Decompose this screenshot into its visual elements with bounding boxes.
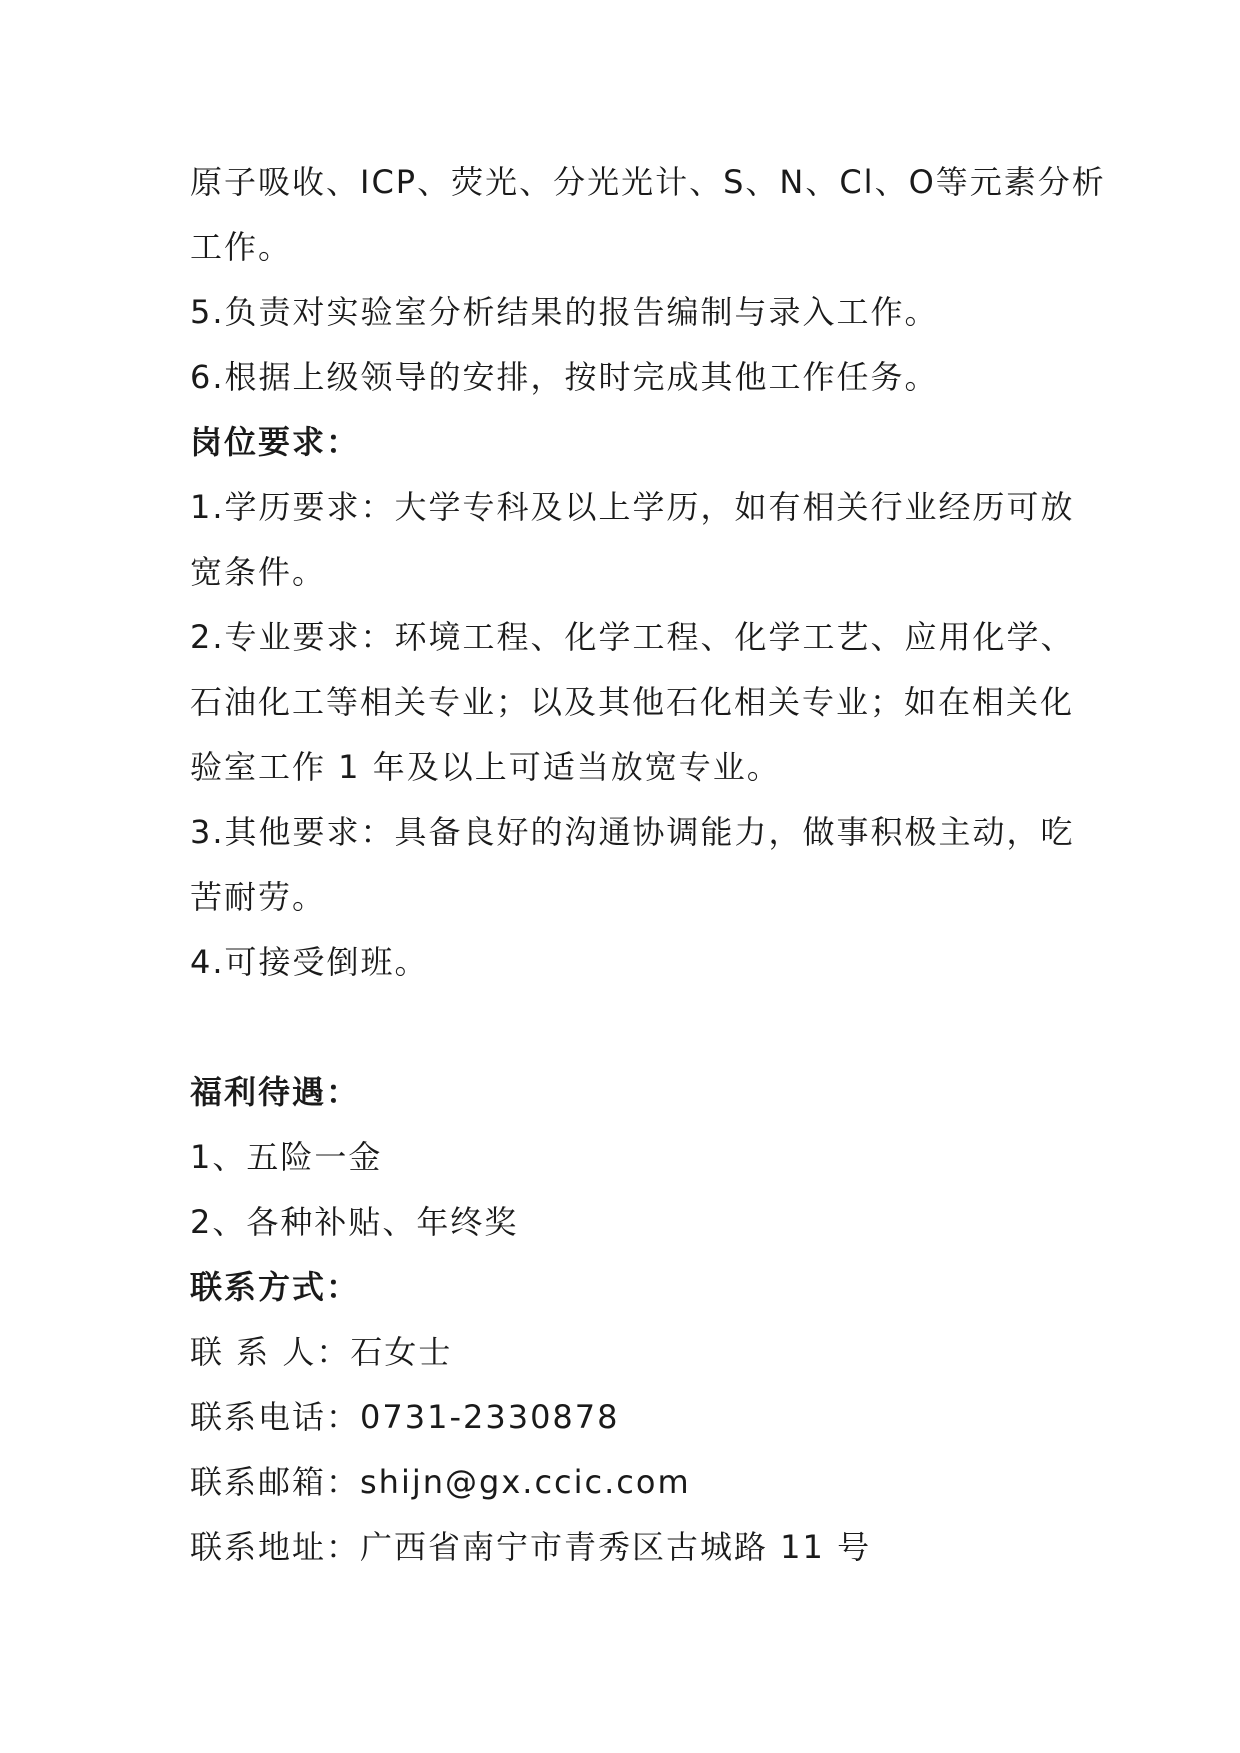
requirement-3-line-2: 苦耐劳。 xyxy=(190,878,327,916)
requirements-heading: 岗位要求： xyxy=(190,423,361,461)
contact-address: 联系地址：广西省南宁市青秀区古城路 11 号 xyxy=(190,1528,872,1566)
contact-heading: 联系方式： xyxy=(190,1268,361,1306)
document-page xyxy=(190,150,1106,1580)
requirement-3-line-1: 3.其他要求：具备良好的沟通协调能力，做事积极主动，吃 xyxy=(190,813,1075,851)
section-spacer xyxy=(190,995,1060,1060)
contact-person: 联 系 人：石女士 xyxy=(190,1333,453,1371)
benefits-heading: 福利待遇： xyxy=(190,1073,361,1111)
requirement-1-line-2: 宽条件。 xyxy=(190,553,327,591)
duties-item-6: 6.根据上级领导的安排，按时完成其他工作任务。 xyxy=(190,358,939,396)
benefit-1: 1、五险一金 xyxy=(190,1138,383,1176)
contact-email: 联系邮箱：shijn@gx.ccic.com xyxy=(190,1463,691,1501)
requirement-1-line-1: 1.学历要求：大学专科及以上学历，如有相关行业经历可放 xyxy=(190,488,1075,526)
requirement-2-line-3: 验室工作 1 年及以上可适当放宽专业。 xyxy=(190,748,781,786)
duties-item-5: 5.负责对实验室分析结果的报告编制与录入工作。 xyxy=(190,293,939,331)
requirement-2-line-1: 2.专业要求：环境工程、化学工程、化学工艺、应用化学、 xyxy=(190,618,1075,656)
benefit-2: 2、各种补贴、年终奖 xyxy=(190,1203,519,1241)
requirement-4: 4.可接受倒班。 xyxy=(190,943,429,981)
requirement-2-line-2: 石油化工等相关专业；以及其他石化相关专业；如在相关化 xyxy=(190,683,1075,721)
contact-phone: 联系电话：0731-2330878 xyxy=(190,1398,620,1436)
duties-line-2: 工作。 xyxy=(190,228,293,266)
duties-line-1: 原子吸收、ICP、荧光、分光光计、S、N、Cl、O等元素分析 xyxy=(190,163,1106,201)
